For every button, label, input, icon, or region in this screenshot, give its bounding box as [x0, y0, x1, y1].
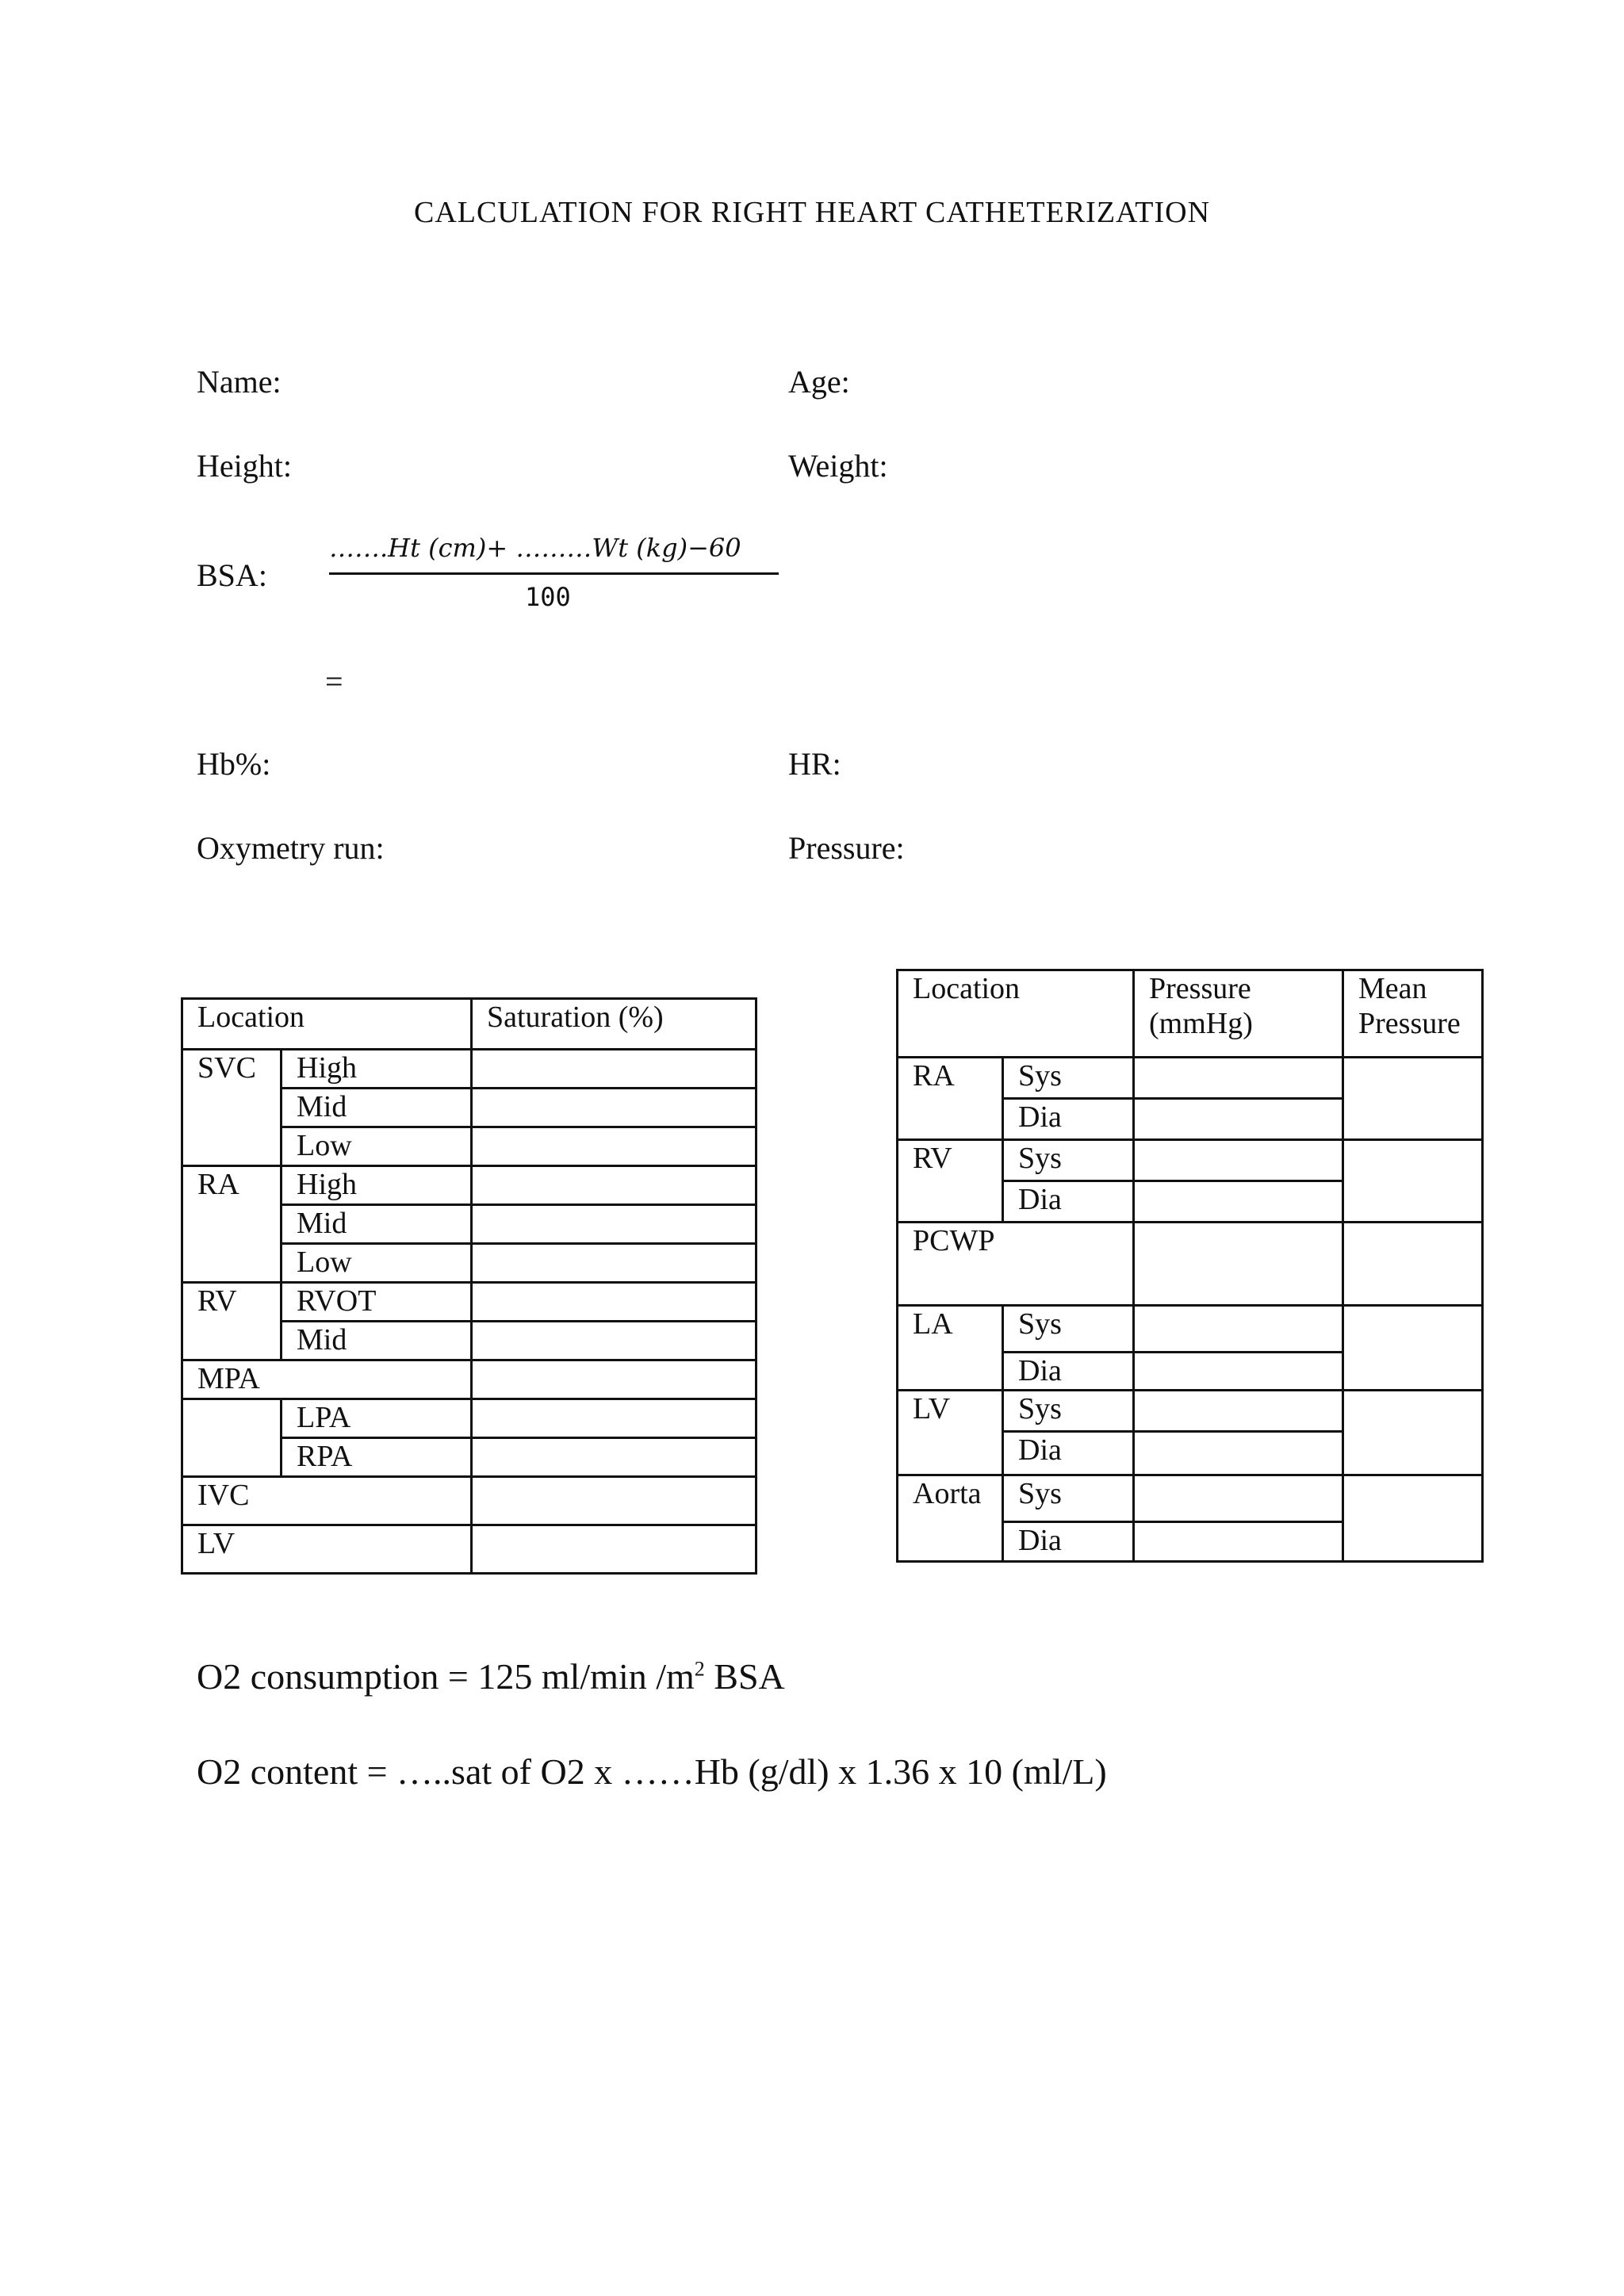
pres-cell-lv-dia	[1134, 1432, 1343, 1475]
pres-row-ra: RA	[898, 1058, 1003, 1140]
sat-cell-rv-mid	[472, 1322, 756, 1360]
pres-la-sys: Sys	[1003, 1306, 1134, 1353]
pres-row-pcwp: PCWP	[898, 1223, 1134, 1306]
pressure-table	[896, 969, 1484, 1563]
sat-cell-svc-low	[472, 1127, 756, 1166]
sat-row-ivc: IVC	[182, 1477, 472, 1525]
age-label: Age:	[788, 364, 850, 400]
pres-row-aorta: Aorta	[898, 1475, 1003, 1562]
pres-cell-rv-dia	[1134, 1181, 1343, 1223]
sat-cell-ra-high	[472, 1166, 756, 1205]
sat-cell-rpa	[472, 1438, 756, 1477]
pres-ra-dia: Dia	[1003, 1099, 1134, 1140]
hb-label: Hb%:	[197, 746, 271, 782]
name-label: Name:	[197, 364, 282, 400]
pres-la-dia: Dia	[1003, 1353, 1134, 1391]
pres-cell-la-sys	[1134, 1306, 1343, 1353]
pres-cell-rv-sys	[1134, 1140, 1343, 1181]
sat-row-rv: RV	[182, 1283, 282, 1360]
saturation-table	[181, 997, 757, 1575]
pres-cell-ra-sys	[1134, 1058, 1343, 1099]
sat-row-mpa: MPA	[182, 1360, 472, 1399]
pres-mean-rv	[1343, 1140, 1483, 1223]
oxymetry-label: Oxymetry run:	[197, 830, 385, 866]
pres-ra-sys: Sys	[1003, 1058, 1134, 1099]
pres-rv-sys: Sys	[1003, 1140, 1134, 1181]
sat-row-lpa: LPA	[282, 1399, 472, 1438]
sat-row-svc-mid: Mid	[282, 1089, 472, 1127]
sat-cell-ra-low	[472, 1244, 756, 1283]
sat-row-ra: RA	[182, 1166, 282, 1283]
page-title: CALCULATION FOR RIGHT HEART CATHETERIZATION	[413, 196, 1211, 229]
sat-row-svc-low: Low	[282, 1127, 472, 1166]
sat-row-svc: SVC	[182, 1050, 282, 1166]
pres-cell-la-dia	[1134, 1353, 1343, 1391]
pres-cell-aorta-sys	[1134, 1475, 1343, 1522]
sat-row-pa-blank	[182, 1399, 282, 1477]
sat-row-svc-high: High	[282, 1050, 472, 1089]
pres-row-la: LA	[898, 1306, 1003, 1391]
sat-cell-rv-rvot	[472, 1283, 756, 1322]
pres-row-lv: LV	[898, 1391, 1003, 1475]
bsa-equals: =	[325, 664, 343, 699]
sat-row-rv-rvot: RVOT	[282, 1283, 472, 1322]
fraction-line	[329, 572, 779, 575]
o2-consumption-prefix: O2 consumption = 125 ml/min /m	[197, 1656, 695, 1697]
pres-aorta-sys: Sys	[1003, 1475, 1134, 1522]
pres-lv-sys: Sys	[1003, 1391, 1134, 1432]
o2-content-formula: O2 content = …..sat of O2 x ……Hb (g/dl) x 1.36 x 10 (ml/L)	[197, 1751, 1107, 1792]
sat-cell-svc-mid	[472, 1089, 756, 1127]
bsa-numerator: …….Ht (cm)+ ………Wt (kg)−60	[329, 533, 741, 563]
sat-cell-ra-mid	[472, 1205, 756, 1244]
pres-rv-dia: Dia	[1003, 1181, 1134, 1223]
sat-row-rv-mid: Mid	[282, 1322, 472, 1360]
pres-cell-lv-sys	[1134, 1391, 1343, 1432]
sat-header-location: Location	[182, 999, 472, 1050]
weight-label: Weight:	[788, 448, 888, 484]
bsa-label: BSA:	[197, 557, 267, 593]
pres-mean-lv	[1343, 1391, 1483, 1475]
pres-cell-aorta-dia	[1134, 1522, 1343, 1562]
pres-mean-ra	[1343, 1058, 1483, 1140]
sat-cell-lpa	[472, 1399, 756, 1438]
sat-row-ra-high: High	[282, 1166, 472, 1205]
sat-header-saturation: Saturation (%)	[472, 999, 756, 1050]
pres-mean-aorta	[1343, 1475, 1483, 1562]
pressure-label: Pressure:	[788, 830, 905, 866]
sat-row-ra-low: Low	[282, 1244, 472, 1283]
pres-lv-dia: Dia	[1003, 1432, 1134, 1475]
pres-aorta-dia: Dia	[1003, 1522, 1134, 1562]
o2-consumption-superscript: 2	[694, 1657, 705, 1681]
sat-row-ra-mid: Mid	[282, 1205, 472, 1244]
pres-header-pressure: Pressure (mmHg)	[1134, 970, 1343, 1058]
pres-mean-la	[1343, 1306, 1483, 1391]
o2-consumption-formula	[197, 1655, 785, 1697]
sat-row-rpa: RPA	[282, 1438, 472, 1477]
sat-cell-mpa	[472, 1360, 756, 1399]
bsa-denominator: 100	[525, 582, 571, 612]
hr-label: HR:	[788, 746, 841, 782]
pres-header-mean: Mean Pressure	[1343, 970, 1483, 1058]
sat-cell-svc-high	[472, 1050, 756, 1089]
o2-consumption-suffix: BSA	[704, 1656, 785, 1697]
sat-cell-lv	[472, 1525, 756, 1574]
pres-header-location: Location	[898, 970, 1134, 1058]
pres-cell-pcwp	[1134, 1223, 1343, 1306]
sat-cell-ivc	[472, 1477, 756, 1525]
sat-row-lv: LV	[182, 1525, 472, 1574]
pres-cell-ra-dia	[1134, 1099, 1343, 1140]
height-label: Height:	[197, 448, 292, 484]
pres-row-rv: RV	[898, 1140, 1003, 1223]
pres-mean-pcwp	[1343, 1223, 1483, 1306]
